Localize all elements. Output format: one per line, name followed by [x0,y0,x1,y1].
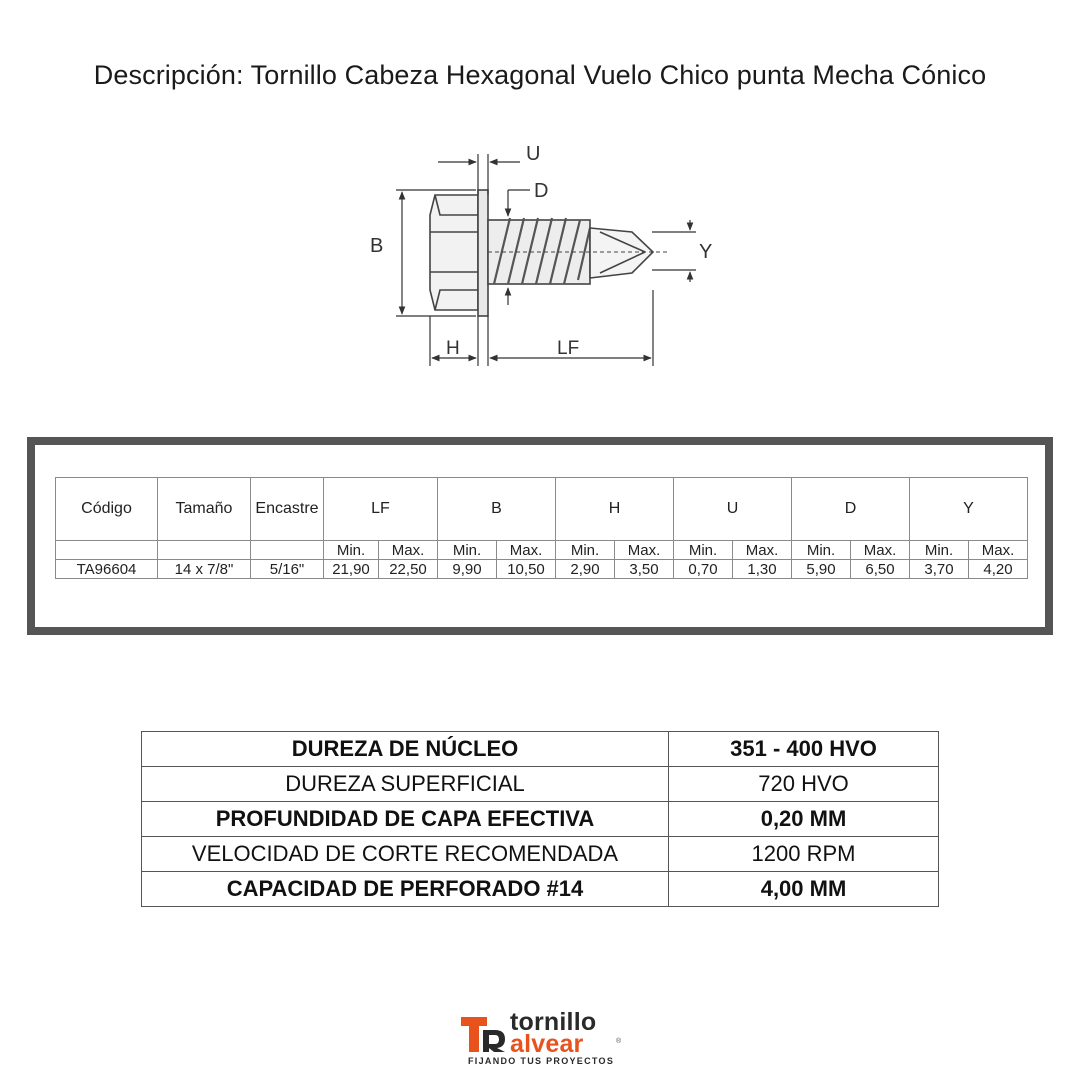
property-value: 4,00 MM [669,872,939,907]
lf-max-label: Max. [379,541,438,560]
b-min-label: Min. [438,541,497,560]
property-label: CAPACIDAD DE PERFORADO #14 [142,872,669,907]
table-row [142,802,939,837]
spec-header-row [56,478,1028,541]
header-b: B [438,478,556,541]
brand-logo [456,1008,626,1070]
cell-b-max: 10,50 [497,560,556,579]
logo-registered-mark: ® [616,1038,622,1045]
header-codigo: Código [56,478,158,541]
table-row [142,732,939,767]
label-lf: LF [557,338,580,359]
property-label: PROFUNDIDAD DE CAPA EFECTIVA [142,802,669,837]
h-max-label: Max. [615,541,674,560]
header-d: D [792,478,910,541]
screw-washer [478,190,488,316]
table-row [56,560,1028,579]
properties-table [141,731,939,907]
b-max-label: Max. [497,541,556,560]
cell-h-max: 3,50 [615,560,674,579]
logo-mark-icon [459,1014,509,1054]
cell-tamano: 14 x 7/8" [158,560,251,579]
page-title: Descripción: Tornillo Cabeza Hexagonal Vuelo Chico punta Mecha Cónico [93,60,987,90]
cell-u-max: 1,30 [733,560,792,579]
header-h: H [556,478,674,541]
property-label: VELOCIDAD DE CORTE RECOMENDADA [142,837,669,872]
label-y: Y [699,241,713,263]
spec-table [55,477,1028,579]
cell-codigo: TA96604 [56,560,158,579]
property-label: DUREZA DE NÚCLEO [142,732,669,767]
table-row [142,837,939,872]
header-u: U [674,478,792,541]
table-row [142,872,939,907]
logo-tagline: FIJANDO TUS PROYECTOS [468,1056,615,1066]
header-y: Y [910,478,1028,541]
cell-u-min: 0,70 [674,560,733,579]
cell-y-min: 3,70 [910,560,969,579]
cell-d-min: 5,90 [792,560,851,579]
cell-d-max: 6,50 [851,560,910,579]
header-tamano: Tamaño [158,478,251,541]
y-min-label: Min. [910,541,969,560]
screw-diagram [360,140,720,380]
cell-y-max: 4,20 [969,560,1028,579]
cell-h-min: 2,90 [556,560,615,579]
cell-encastre: 5/16" [251,560,324,579]
property-label: DUREZA SUPERFICIAL [142,767,669,802]
screw-head [430,195,478,310]
logo-text-line1: tornillo [510,1008,597,1036]
property-value: 720 HVO [669,767,939,802]
label-b: B [370,235,384,257]
u-max-label: Max. [733,541,792,560]
label-d: D [534,180,549,202]
lf-min-label: Min. [324,541,379,560]
label-u: U [526,143,541,165]
u-min-label: Min. [674,541,733,560]
header-lf: LF [324,478,438,541]
spec-table-frame [27,437,1053,635]
property-value: 0,20 MM [669,802,939,837]
spec-subheader-row [56,541,1028,560]
h-min-label: Min. [556,541,615,560]
d-min-label: Min. [792,541,851,560]
property-value: 1200 RPM [669,837,939,872]
cell-b-min: 9,90 [438,560,497,579]
label-h: H [446,338,460,359]
cell-lf-min: 21,90 [324,560,379,579]
property-value: 351 - 400 HVO [669,732,939,767]
logo-text-line2: alvear [510,1030,584,1058]
header-encastre: Encastre [251,478,324,541]
d-max-label: Max. [851,541,910,560]
cell-lf-max: 22,50 [379,560,438,579]
y-max-label: Max. [969,541,1028,560]
table-row [142,767,939,802]
